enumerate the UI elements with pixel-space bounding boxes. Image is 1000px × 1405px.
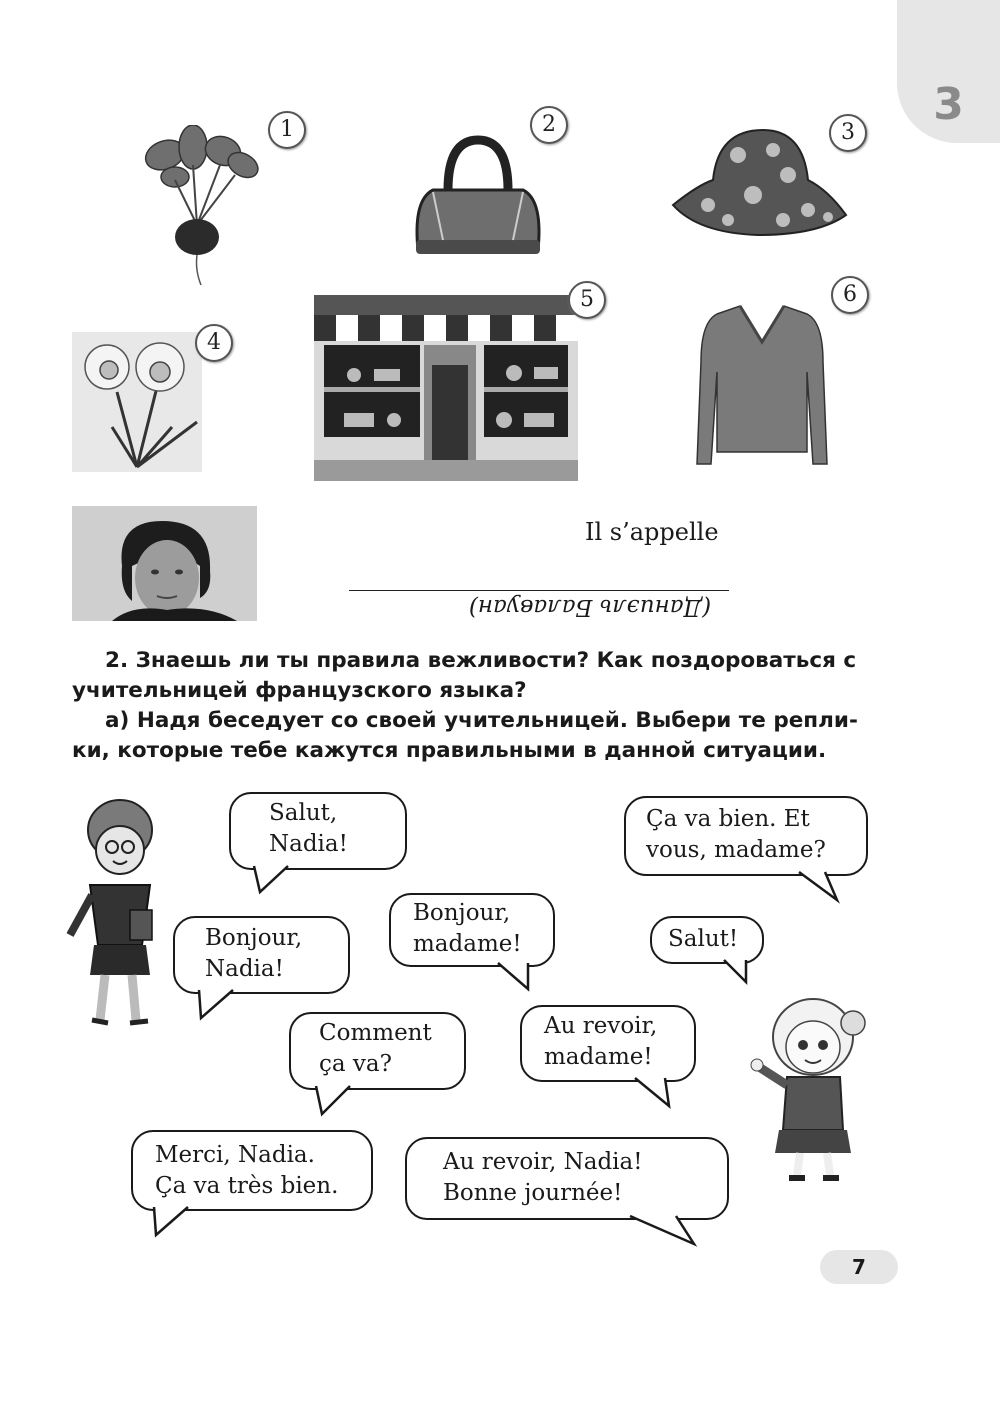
bubble-comment-ca-va[interactable]	[289, 1012, 466, 1090]
bubble-bonjour-nadia[interactable]	[173, 916, 350, 994]
picture-number-2: 2	[530, 106, 568, 144]
bubble-salut-nadia[interactable]	[229, 792, 407, 870]
bubble-text-line: madame!	[413, 931, 522, 957]
bubble-salut[interactable]	[650, 916, 764, 964]
bubble-text-line: Comment	[319, 1020, 432, 1046]
bubble-tail	[635, 1078, 685, 1110]
portrait-photo	[72, 506, 257, 621]
chapter-number: 3	[933, 79, 964, 130]
bubble-text-line: Ça va bien. Et	[646, 806, 810, 832]
bubble-text-line: Au revoir,	[544, 1013, 658, 1039]
bubble-text-line: Ça va très bien.	[155, 1173, 339, 1199]
bubble-tail	[630, 1216, 700, 1248]
bubble-merci-nadia[interactable]	[131, 1130, 373, 1211]
bubble-bonjour-madame[interactable]	[389, 893, 555, 967]
bubble-text-line: vous, madame?	[646, 837, 826, 863]
exercise-line-1: 2. Знаешь ли ты правила вежливости? Как поздороваться с	[105, 648, 857, 673]
picture-number-4: 4	[195, 324, 233, 362]
chapter-tab	[897, 0, 1000, 143]
bubble-tail	[312, 1086, 362, 1118]
exercise-line-4: ки, которые тебе кажутся правильными в данной ситуации.	[72, 738, 827, 763]
girl-illustration	[745, 995, 870, 1185]
bubble-text-line: Merci, Nadia.	[155, 1142, 315, 1168]
toy-shop-icon	[314, 295, 578, 481]
bubble-au-revoir-nadia[interactable]	[405, 1137, 729, 1220]
bubble-tail	[250, 866, 300, 896]
bubble-text-line: ça va?	[319, 1051, 392, 1077]
page-number: 7	[820, 1250, 898, 1284]
exercise-line-3: а) Надя беседует со своей учительницей. Выбери те репли-	[105, 708, 858, 733]
bubble-text-line: Salut!	[668, 926, 739, 952]
sweater-icon	[695, 302, 829, 470]
daffodil-icon	[72, 332, 202, 472]
exercise-line-2: учительницей французского языка?	[72, 678, 527, 703]
bubble-text-line: Bonjour,	[413, 900, 511, 926]
picture-number-5: 5	[568, 281, 606, 319]
bubble-text-line: Au revoir, Nadia!	[443, 1149, 643, 1175]
bubble-text-line: Bonjour,	[205, 925, 303, 951]
picture-number-3: 3	[829, 114, 867, 152]
picture-number-1: 1	[268, 111, 306, 149]
handbag-icon	[408, 130, 548, 265]
caption-hint-upside-down: (Даниэль Балавуан)	[468, 594, 712, 620]
bubble-tail	[724, 960, 764, 986]
answer-line[interactable]	[349, 590, 729, 591]
bubble-ca-va-bien[interactable]	[624, 796, 868, 876]
bubble-tail	[150, 1207, 200, 1239]
picture-number-6: 6	[831, 276, 869, 314]
bubble-au-revoir-madame[interactable]	[520, 1005, 696, 1082]
bubble-text-line: Bonne journée!	[443, 1180, 623, 1206]
bubble-text-line: Salut,	[269, 800, 338, 826]
bubble-text-line: Nadia!	[205, 956, 284, 982]
bubble-text-line: madame!	[544, 1044, 653, 1070]
radish-icon	[135, 125, 265, 295]
bubble-tail	[195, 990, 245, 1022]
caption-prompt: Il s’appelle	[585, 518, 719, 546]
bubble-tail	[795, 872, 845, 902]
hat-icon	[668, 125, 848, 240]
teacher-illustration	[60, 795, 170, 1030]
bubble-text-line: Nadia!	[269, 831, 348, 857]
bubble-tail	[498, 963, 548, 993]
